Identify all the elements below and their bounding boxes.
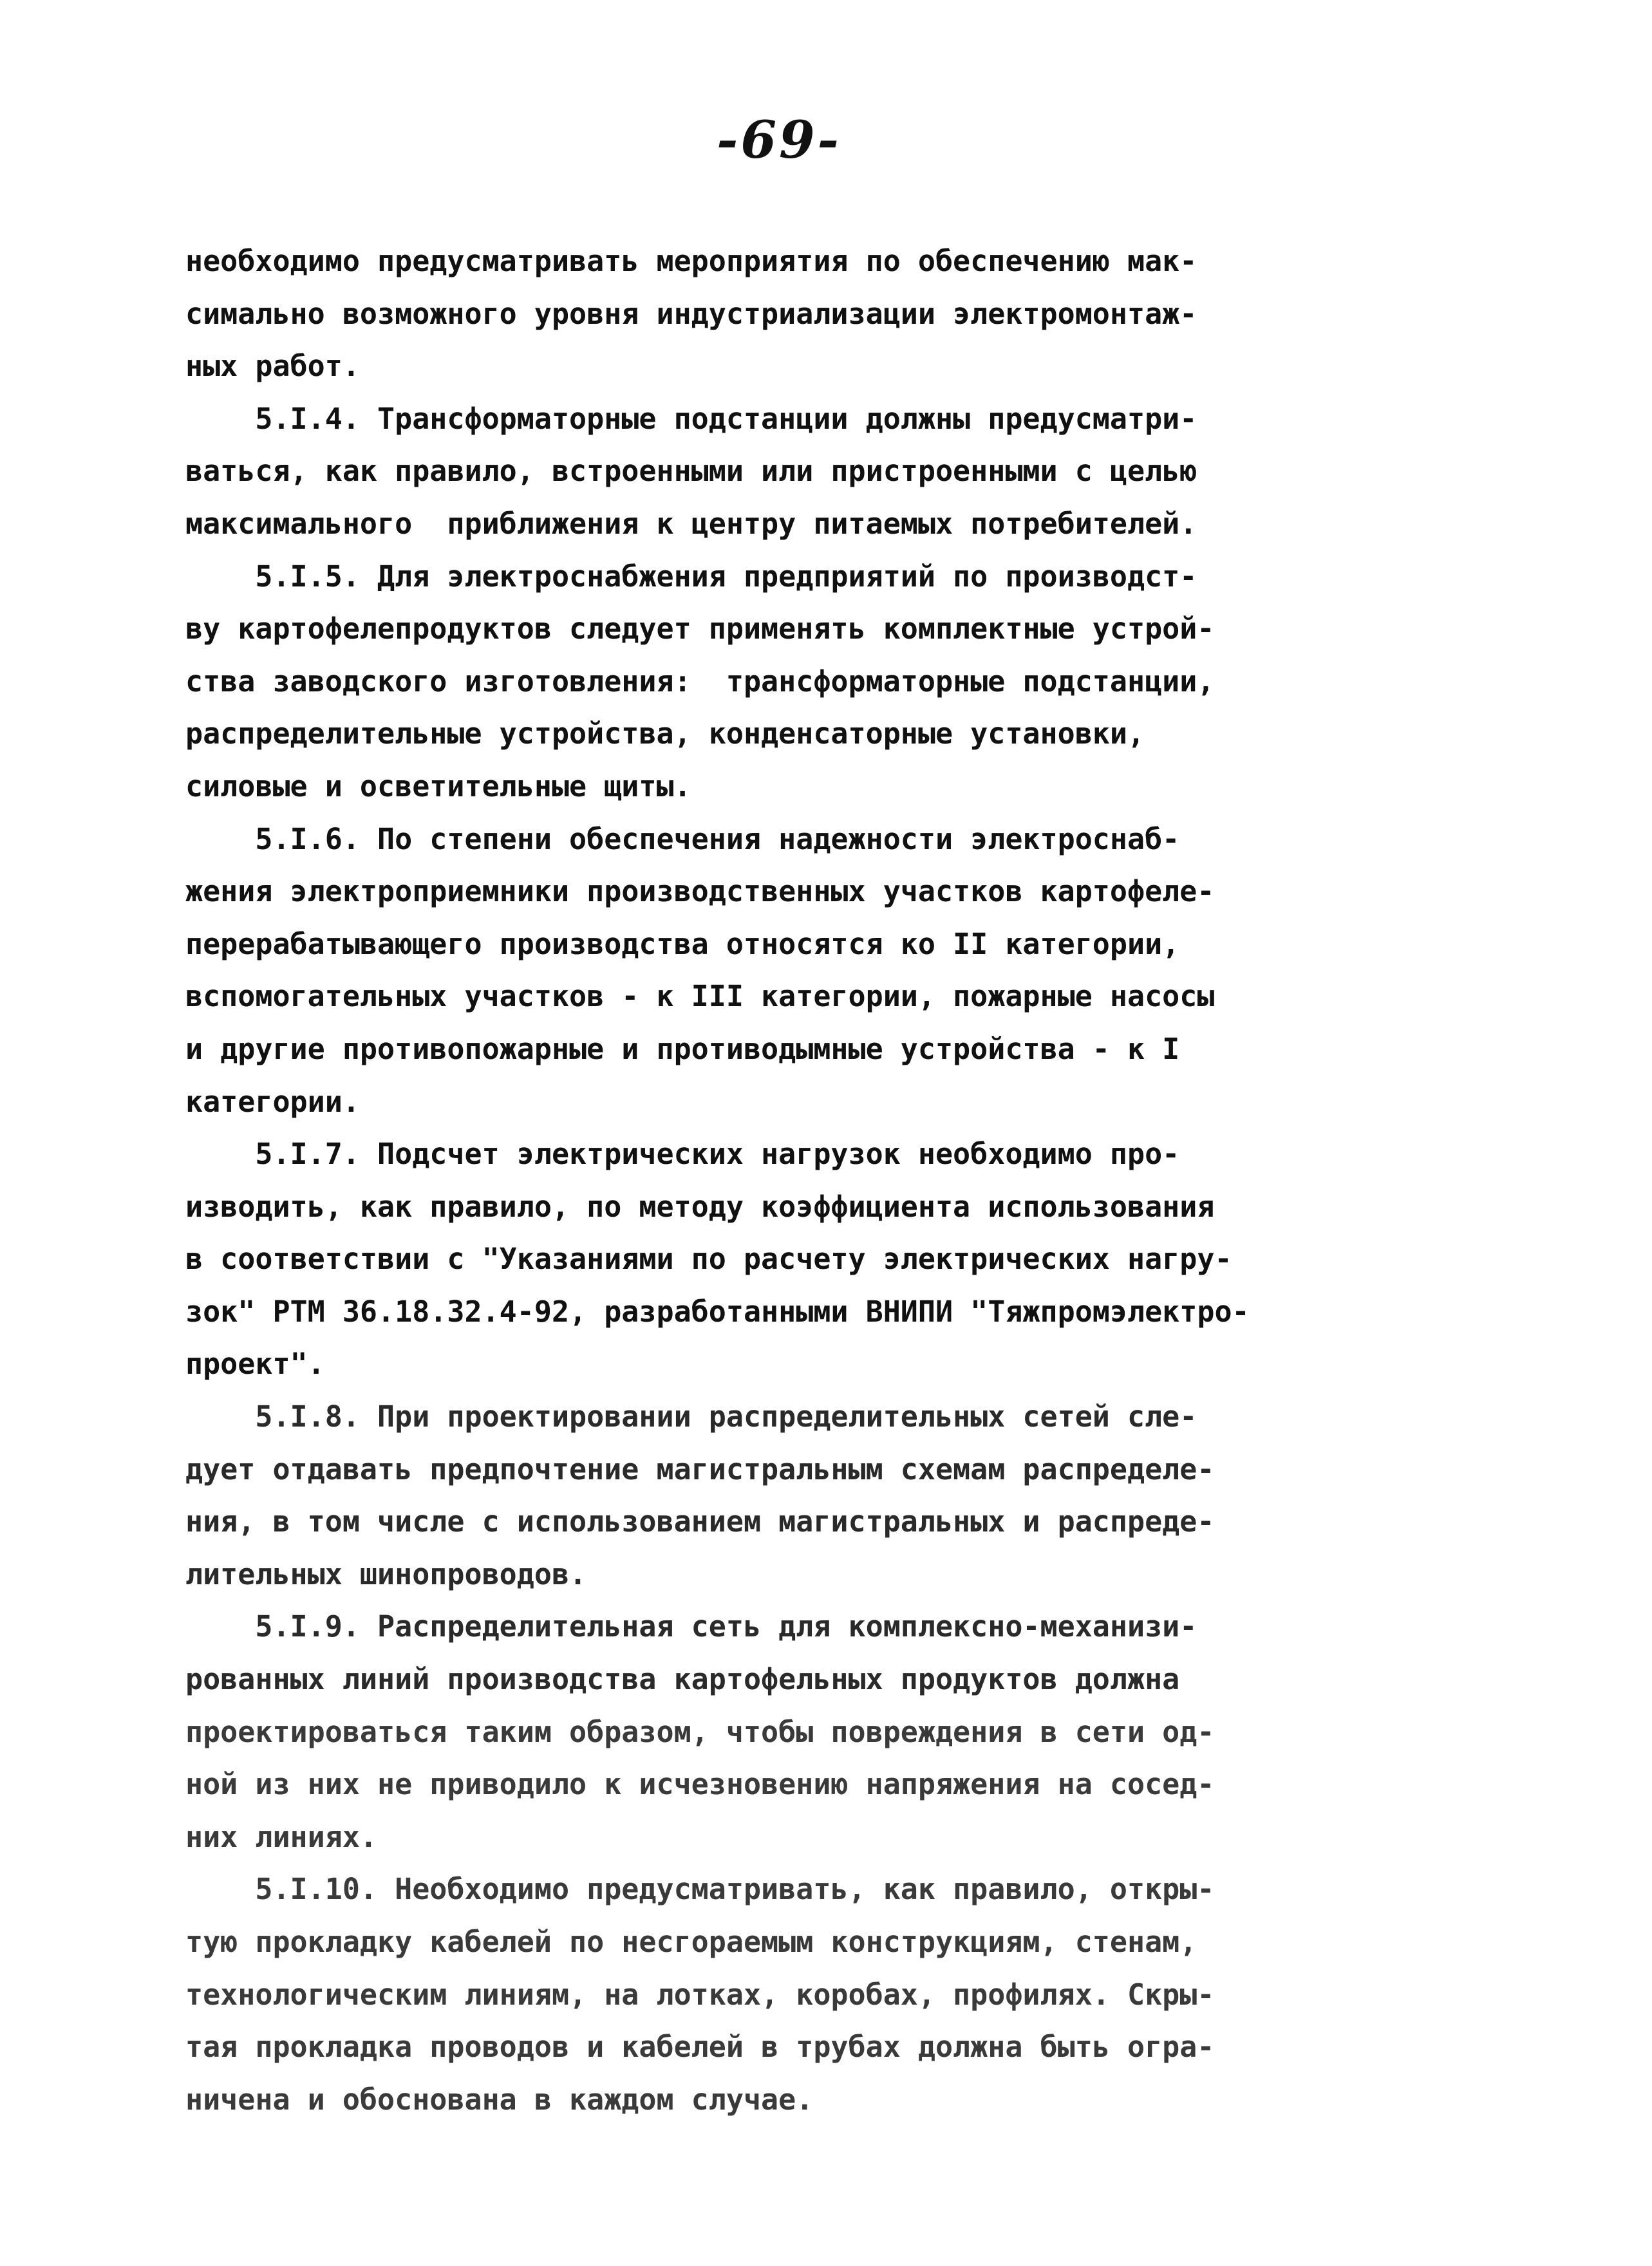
text-line: 5.I.6. По степени обеспечения надежности электроснаб- — [185, 821, 1180, 856]
text-line: в соответствии с "Указаниями по расчету электрических нагру- — [185, 1242, 1232, 1277]
text-line: максимального приближения к центру питаемых потребителей. — [185, 506, 1197, 541]
text-line: силовые и осветительные щиты. — [185, 769, 691, 803]
body-text — [185, 235, 1422, 2126]
page-number: -69- — [717, 109, 841, 170]
text-line: ных работ. — [185, 349, 360, 384]
text-line: перерабатывающего производства относятся ко II категории, — [185, 926, 1180, 961]
text-line: них линиях. — [185, 1819, 378, 1854]
text-line: изводить, как правило, по методу коэффициента использования — [185, 1189, 1215, 1224]
text-line: 5.I.7. Подсчет электрических нагрузок необходимо про- — [185, 1137, 1180, 1172]
text-line: проект". — [185, 1347, 325, 1381]
text-line: лительных шинопроводов. — [185, 1557, 587, 1591]
text-line: тую прокладку кабелей по несгораемым конструкциям, стенам, — [185, 1925, 1197, 1959]
text-line: необходимо предусматривать мероприятия по обеспечению мак- — [185, 244, 1197, 278]
text-line: технологическим линиям, на лотках, коробах, профилях. Скры- — [185, 1977, 1215, 2012]
text-line: тая прокладка проводов и кабелей в трубах должна быть огра- — [185, 2030, 1215, 2065]
text-line: дует отдавать предпочтение магистральным схемам распределе- — [185, 1452, 1215, 1486]
text-line: 5.I.4. Трансформаторные подстанции должны предусматри- — [185, 401, 1197, 436]
text-line: ничена и обоснована в каждом случае. — [185, 2082, 814, 2117]
text-line: и другие противопожарные и противодымные устройства - к I — [185, 1031, 1180, 1066]
text-line: 5.I.8. При проектировании распределительных сетей сле- — [185, 1400, 1197, 1434]
text-line: категории. — [185, 1084, 360, 1119]
text-line: ства заводского изготовления: трансформаторные подстанции, — [185, 664, 1215, 698]
text-line: ву картофелепродуктов следует применять комплектные устрой- — [185, 612, 1215, 646]
text-line: зок" РТМ 36.18.32.4-92, разработанными ВНИПИ "Тяжпромэлектро- — [185, 1294, 1250, 1329]
text-line: жения электроприемники производственных участков картофеле- — [185, 874, 1215, 909]
text-line: симально возможного уровня индустриализации электромонтаж- — [185, 296, 1197, 331]
text-line: 5.I.5. Для электроснабжения предприятий по производст- — [185, 559, 1197, 594]
text-line: рованных линий производства картофельных продуктов должна — [185, 1662, 1180, 1697]
text-line: ной из них не приводило к исчезновению напряжения на сосед- — [185, 1767, 1215, 1802]
text-line: проектироваться таким образом, чтобы повреждения в сети од- — [185, 1714, 1215, 1749]
text-line: 5.I.10. Необходимо предусматривать, как правило, откры- — [185, 1872, 1215, 1907]
text-line: ния, в том числе с использованием магистральных и распреде- — [185, 1504, 1215, 1539]
text-line: распределительные устройства, конденсаторные установки, — [185, 716, 1145, 751]
text-line: 5.I.9. Распределительная сеть для комплексно-механизи- — [185, 1609, 1197, 1644]
text-line: ваться, как правило, встроенными или пристроенными с целью — [185, 454, 1197, 489]
text-line: вспомогательных участков - к III категории, пожарные насосы — [185, 979, 1215, 1014]
